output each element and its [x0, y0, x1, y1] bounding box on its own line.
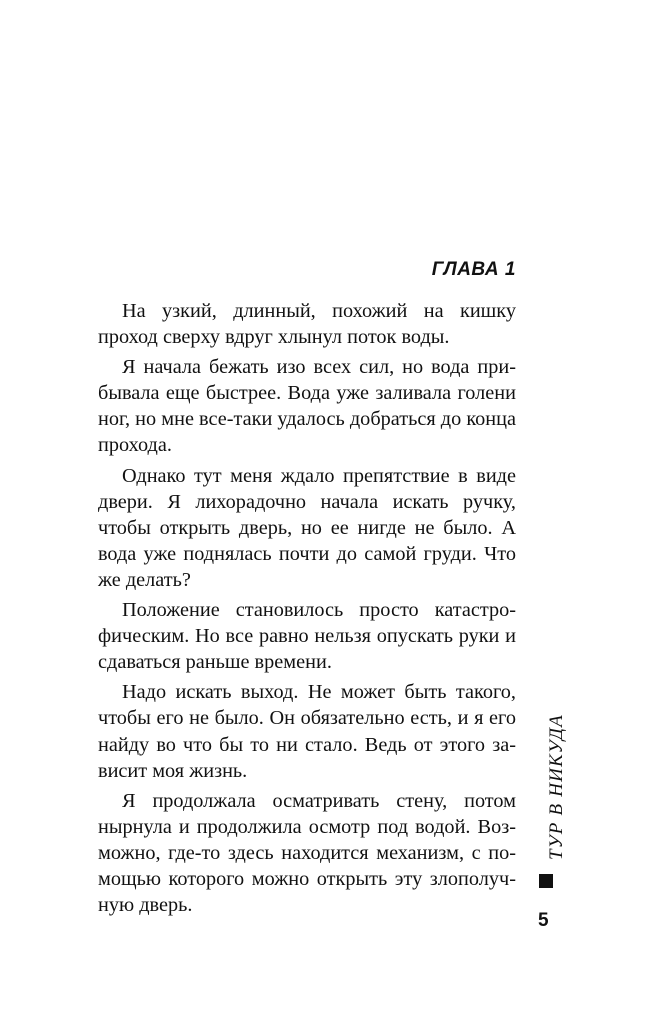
running-title: ТУР В НИКУДА [546, 714, 567, 860]
paragraph: На узкий, длинный, похожий на кишку проход сверху вдруг хлынул поток воды. [98, 300, 516, 349]
running-title-marker [539, 874, 553, 888]
paragraph: Я продолжала осматривать стену, потом нырнула и продолжила осмотр под водой. Возможно, где-то здесь находится механизм, с помощью которого можно открыть эту злополучную дверь. [98, 789, 516, 917]
body-text [98, 298, 516, 918]
paragraph: Положение становилось просто катастрофическим. Но все равно нельзя опускать руки и сдаваться раньше времени. [98, 599, 516, 674]
paragraph: Надо искать выход. Не может быть такого, чтобы его не было. Он обязательно есть, и я его найду во что бы то ни стало. Ведь от этого зависит моя жизнь. [98, 681, 516, 782]
page-number: 5 [538, 910, 549, 931]
chapter-heading: ГЛАВА 1 [431, 259, 516, 280]
paragraph: Я начала бежать изо всех сил, но вода прибывала еще быстрее. Вода уже заливала голени ног, но мне все-таки удалось добраться до конца прохода. [98, 356, 516, 457]
paragraph: Однако тут меня ждало препятствие в виде двери. Я лихорадочно начала искать ручку, чтобы открыть дверь, но ее нигде не было. А вода уже поднялась почти до самой груди. Что же делать? [98, 464, 516, 591]
